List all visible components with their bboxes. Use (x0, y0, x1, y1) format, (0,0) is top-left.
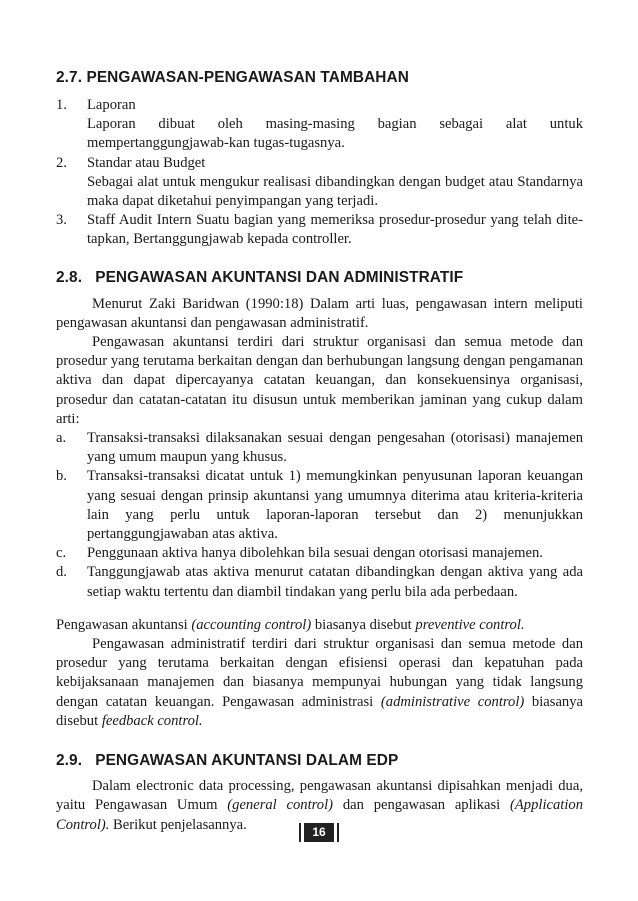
list-item (56, 544, 583, 563)
list-item-title: Laporan (87, 97, 136, 113)
list-item-text: Tanggungjawab atas aktiva menurut catatan dibandingkan dengan aktiva yang ada setiap waktu tertentu dan diambil tindakan yang perlu bila ada perbedaan. (87, 564, 583, 600)
paragraph: Pengawasan administratif terdiri dari struktur organisasi dan semua metode dan prosedur yang terutama berkaitan dengan efisiensi operasi dan kepatuhan pada kebijaksanaan manajemen dan biasanya mempunyai hubungan yang tidak langsung dengan catatan keuangan. Pengawasan administrasi (administrative control) biasanya disebut feedback control. (56, 636, 583, 729)
list-item-desc: Sebagai alat untuk mengukur realisasi dibandingkan dengan budget atau Standarnya maka dapat diketahui penyimpangan yang terjadi. (87, 173, 583, 210)
list-item (56, 429, 583, 467)
paragraph: Menurut Zaki Baridwan (1990:18) Dalam arti luas, pengawasan intern meliputi pengawasan akuntansi dan pengawasan administratif. (56, 295, 583, 331)
section-heading-2-8: 2.8. PENGAWASAN AKUNTANSI DAN ADMINISTRATIF (56, 268, 464, 286)
list-letter: c. (56, 545, 67, 562)
list-letter: a. (56, 430, 67, 447)
list-item-text: Transaksi-transaksi dicatat untuk 1) memungkinkan penyusunan laporan keuangan yang sesuai dengan prinsip akuntansi yang umumnya diterima atau kriteria-kriteria lain yang perlu untuk laporan-laporan tersebut dan 2) menunjukkan pertanggungjawaban atas aktiva. (87, 468, 583, 543)
paragraph: Pengawasan akuntansi terdiri dari struktur organisasi dan semua metode dan prosedur yang terutama berkaitan dengan dan berhubungan langsung dengan pengamanan aktiva dan dapat dipercayanya catatan keuangan, dan konsekuensinya organisasi, prosedur dan catatan-catatan itu disusun untuk memberikan jaminan yang cukup dalam arti: (56, 334, 583, 427)
numbered-list-2-7 (56, 96, 583, 250)
page-content (56, 68, 583, 835)
list-number: 3. (56, 212, 67, 229)
list-letter: b. (56, 468, 67, 485)
list-number: 2. (56, 154, 67, 171)
paragraph: Dalam electronic data processing, pengawasan akuntansi dipisahkan menjadi dua, yaitu Pengawasan Umum (general control) dan pengawasan aplikasi (Application Control). Berikut penjelasannya. (56, 778, 583, 833)
list-item (56, 211, 583, 249)
section-heading-2-9: 2.9. PENGAWASAN AKUNTANSI DALAM EDP (56, 752, 399, 770)
list-item (56, 563, 583, 601)
list-item-desc: Staff Audit Intern Suatu bagian yang memeriksa prosedur-prosedur yang telah dite-tapkan, Bertanggungjawab kepada controller. (87, 212, 583, 248)
list-item-text: Penggunaan aktiva hanya dibolehkan bila sesuai dengan otorisasi manajemen. (87, 545, 543, 562)
list-item-text: Transaksi-transaksi dilaksanakan sesuai dengan pengesahan (otorisasi) manajemen yang umum maupun yang khusus. (87, 430, 583, 466)
page-number-box (299, 823, 339, 842)
list-number: 1. (56, 97, 67, 113)
section-heading-2-7: 2.7. PENGAWASAN-PENGAWASAN TAMBAHAN (56, 69, 409, 86)
page-footer (0, 823, 638, 847)
list-item (56, 467, 583, 544)
lettered-list (56, 429, 583, 602)
list-letter: d. (56, 564, 67, 581)
list-item (56, 154, 583, 212)
paragraph: Pengawasan akuntansi (accounting control) biasanya disebut preventive control. (56, 616, 525, 633)
page-number-bar-right (337, 823, 339, 842)
list-item-title: Standar atau Budget (87, 154, 206, 171)
page-number-bar-left (299, 823, 301, 842)
list-item-desc: Laporan dibuat oleh masing-masing bagian sebagai alat untuk mempertanggungjawab-kan tugas-tugasnya. (87, 116, 583, 152)
list-item (56, 96, 583, 154)
page-number: 16 (304, 823, 334, 842)
